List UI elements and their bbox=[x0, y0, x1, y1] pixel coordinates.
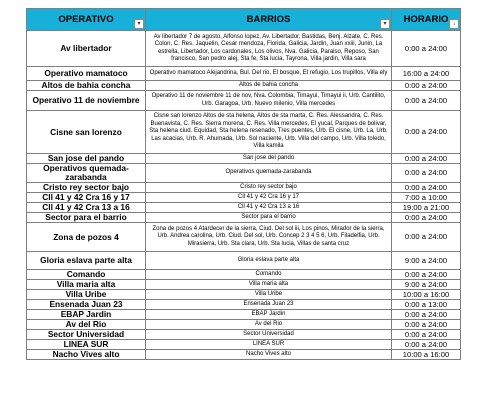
barrios-cell[interactable]: Villa Uribe bbox=[146, 290, 392, 300]
table-row[interactable] bbox=[27, 270, 461, 280]
horario-cell[interactable]: 9:00 a 24:00 bbox=[392, 280, 461, 290]
horario-cell[interactable]: 0:00 a 24:00 bbox=[392, 223, 461, 252]
operativo-cell[interactable]: Sector Universidad bbox=[27, 330, 146, 340]
horario-cell[interactable]: 0:00 a 24:00 bbox=[392, 91, 461, 111]
table-row[interactable] bbox=[27, 320, 461, 330]
barrios-cell[interactable]: Gloria eslava parte alta bbox=[146, 252, 392, 270]
operativo-cell[interactable]: Gloria eslava parte alta bbox=[27, 252, 146, 270]
header-barrios-label: BARRIOS bbox=[246, 14, 291, 25]
table-row[interactable] bbox=[27, 31, 461, 67]
barrios-cell[interactable]: Cll 41 y 42 Cra 16 y 17 bbox=[146, 193, 392, 203]
horario-cell[interactable]: 0:00 a 24:00 bbox=[392, 320, 461, 330]
horario-cell[interactable]: 0:00 a 24:00 bbox=[392, 164, 461, 183]
operativo-cell[interactable]: Comando bbox=[27, 270, 146, 280]
horario-cell[interactable]: 16:00 a 24:00 bbox=[392, 67, 461, 81]
operativo-cell[interactable]: Cll 41 y 42 Cra 16 y 17 bbox=[27, 193, 146, 203]
header-operativo-label: OPERATIVO bbox=[58, 14, 114, 25]
table-row[interactable] bbox=[27, 213, 461, 223]
operativo-cell[interactable]: Cll 41 y 42 Cra 13 a 16 bbox=[27, 203, 146, 213]
operativo-cell[interactable]: Av del Rio bbox=[27, 320, 146, 330]
table-row[interactable] bbox=[27, 310, 461, 320]
barrios-cell[interactable]: Operativos quemada-zarabanda bbox=[146, 164, 392, 183]
barrios-cell[interactable]: LINEA SUR bbox=[146, 340, 392, 350]
horario-cell[interactable]: 0:00 a 24:00 bbox=[392, 81, 461, 91]
operativo-cell[interactable]: Altos de bahia concha bbox=[27, 81, 146, 91]
operativo-cell[interactable]: LINEA SUR bbox=[27, 340, 146, 350]
horario-cell[interactable]: 0:00 a 24:00 bbox=[392, 310, 461, 320]
horario-cell[interactable]: 7:00 a 10:00 bbox=[392, 193, 461, 203]
barrios-cell[interactable]: Cristo rey sector bajo bbox=[146, 183, 392, 193]
table-row[interactable] bbox=[27, 154, 461, 164]
table-row[interactable] bbox=[27, 81, 461, 91]
barrios-cell[interactable]: Av del Rio bbox=[146, 320, 392, 330]
header-operativo[interactable] bbox=[27, 9, 146, 31]
horario-cell[interactable]: 0:00 a 24:00 bbox=[392, 31, 461, 67]
barrios-cell[interactable]: EBAP Jardin bbox=[146, 310, 392, 320]
barrios-cell[interactable]: Ensenada Juan 23 bbox=[146, 300, 392, 310]
horario-cell[interactable]: 10:00 a 16:00 bbox=[392, 350, 461, 360]
operativo-cell[interactable]: EBAP Jardin bbox=[27, 310, 146, 320]
table-row[interactable] bbox=[27, 193, 461, 203]
operativo-cell[interactable]: Cisne san lorenzo bbox=[27, 111, 146, 154]
barrios-cell[interactable]: San jose del pando bbox=[146, 154, 392, 164]
filter-dropdown-icon[interactable]: ▾ bbox=[134, 19, 144, 29]
horario-cell[interactable]: 0:00 a 24:00 bbox=[392, 183, 461, 193]
operativo-cell[interactable]: Nacho Vives alto bbox=[27, 350, 146, 360]
barrios-cell[interactable]: Cisne san lorenzo Altos de sta helena, Altos de sta marta, C. Res. Alessandra, C. Res. Buenavista, C. Res. Sierra morena, C. Res. Villa mercedes, El yucal, Parques de bolivar, Sta helena ciud. Equidad, Sta helena resenado, Tres puentes, Urb. El cisne, Urb. La, Urb. Las acacias, Urb. R. Ahumada, Urb. Sol naciente, Urb. Villa del campo, Urb. Villa toledo, Villa kamila bbox=[146, 111, 392, 154]
horario-cell[interactable]: 0:00 a 24:00 bbox=[392, 111, 461, 154]
table-row[interactable] bbox=[27, 203, 461, 213]
horario-cell[interactable]: 0:00 a 13:00 bbox=[392, 300, 461, 310]
barrios-cell[interactable]: Sector Universidad bbox=[146, 330, 392, 340]
operativo-cell[interactable]: Ensenada Juan 23 bbox=[27, 300, 146, 310]
operativo-cell[interactable]: Cristo rey sector bajo bbox=[27, 183, 146, 193]
barrios-cell[interactable]: Altos de bahia concha bbox=[146, 81, 392, 91]
filter-sorted-icon[interactable]: ↓ bbox=[449, 19, 459, 29]
header-row bbox=[27, 9, 461, 31]
table-row[interactable] bbox=[27, 330, 461, 340]
header-horario-label: HORARIO bbox=[403, 14, 449, 25]
operativo-cell[interactable]: Operativos quemada-zarabanda bbox=[27, 164, 146, 183]
table-row[interactable] bbox=[27, 164, 461, 183]
horario-cell[interactable]: 10:00 a 16:00 bbox=[392, 290, 461, 300]
horario-cell[interactable]: 0:00 a 24:00 bbox=[392, 270, 461, 280]
horario-cell[interactable]: 19:00 a 21:00 bbox=[392, 203, 461, 213]
barrios-cell[interactable]: Operativo 11 de noviembre 11 de nov, Nva. Colombia, Timayui, Timayui ii, Urb. Cantilito, Urb. Garagoa, Urb. Nuevo milenio, Villa mercedes bbox=[146, 91, 392, 111]
filter-dropdown-icon[interactable]: ▾ bbox=[380, 19, 390, 29]
barrios-cell[interactable]: Sector para el barrio bbox=[146, 213, 392, 223]
table-row[interactable] bbox=[27, 252, 461, 270]
table-row[interactable] bbox=[27, 290, 461, 300]
barrios-cell[interactable]: Nacho Vives alto bbox=[146, 350, 392, 360]
horario-cell[interactable]: 9:00 a 24:00 bbox=[392, 252, 461, 270]
horario-cell[interactable]: 0:00 a 24:00 bbox=[392, 154, 461, 164]
operativo-cell[interactable]: Villa maria alta bbox=[27, 280, 146, 290]
horario-cell[interactable]: 0:00 a 24:00 bbox=[392, 330, 461, 340]
table-row[interactable] bbox=[27, 183, 461, 193]
operativo-cell[interactable]: Villa Uribe bbox=[27, 290, 146, 300]
operativo-cell[interactable]: Operativo mamatoco bbox=[27, 67, 146, 81]
table-row[interactable] bbox=[27, 223, 461, 252]
operativo-cell[interactable]: Zona de pozos 4 bbox=[27, 223, 146, 252]
table-row[interactable] bbox=[27, 300, 461, 310]
operativo-cell[interactable]: Operativo 11 de noviembre bbox=[27, 91, 146, 111]
barrios-cell[interactable]: Villa maria alta bbox=[146, 280, 392, 290]
table-row[interactable] bbox=[27, 280, 461, 290]
header-barrios[interactable] bbox=[146, 9, 392, 31]
horario-cell[interactable]: 0:00 a 24:00 bbox=[392, 340, 461, 350]
table-row[interactable] bbox=[27, 67, 461, 81]
schedule-table bbox=[26, 8, 461, 360]
barrios-cell[interactable]: Comando bbox=[146, 270, 392, 280]
spreadsheet bbox=[26, 8, 460, 360]
table-row[interactable] bbox=[27, 91, 461, 111]
barrios-cell[interactable]: Cll 41 y 42 Cra 13 a 16 bbox=[146, 203, 392, 213]
operativo-cell[interactable]: San jose del pando bbox=[27, 154, 146, 164]
barrios-cell[interactable]: Operativo mamatoco Alejandrina, Bul. Del rio, El bosque, El refugio, Los trupillos, Villa ely bbox=[146, 67, 392, 81]
table-row[interactable] bbox=[27, 340, 461, 350]
table-row[interactable] bbox=[27, 350, 461, 360]
operativo-cell[interactable]: Sector para el barrio bbox=[27, 213, 146, 223]
header-horario[interactable] bbox=[392, 9, 461, 31]
barrios-cell[interactable]: Av libertador 7 de agosto, Alfonso lopez, Av. Libertador, Bastidas, Benj. Alzate, C. Res. Colon, C. Res. Jaquelin, Cesar mendoza, Florida, Galicia, Jardin, Juan xxiii, Junin, La estrella, Libertador, Los cardonales, Los olivos, Nva. Galicia, Paraiso, Reposo, San francisco, San pedro alej, Sta fe, Sta lucia, Tayrona, Villa jardin, Villa sara bbox=[146, 31, 392, 67]
barrios-cell[interactable]: Zona de pozos 4 Atardecer de la sierra, Ciud. Del sol iii, Los pinos, Mirador de la sierra, Urb. Andrea carolina, Urb. Ciud. Del sol, Urb. Concep 2 3 4 5 6, Urb. Filadelfia, Urb. Mirasierra, Urb. Sta clara, Urb. Sta lucia, Villas de santa cruz bbox=[146, 223, 392, 252]
operativo-cell[interactable]: Av libertador bbox=[27, 31, 146, 67]
horario-cell[interactable]: 0:00 a 24:00 bbox=[392, 213, 461, 223]
table-row[interactable] bbox=[27, 111, 461, 154]
